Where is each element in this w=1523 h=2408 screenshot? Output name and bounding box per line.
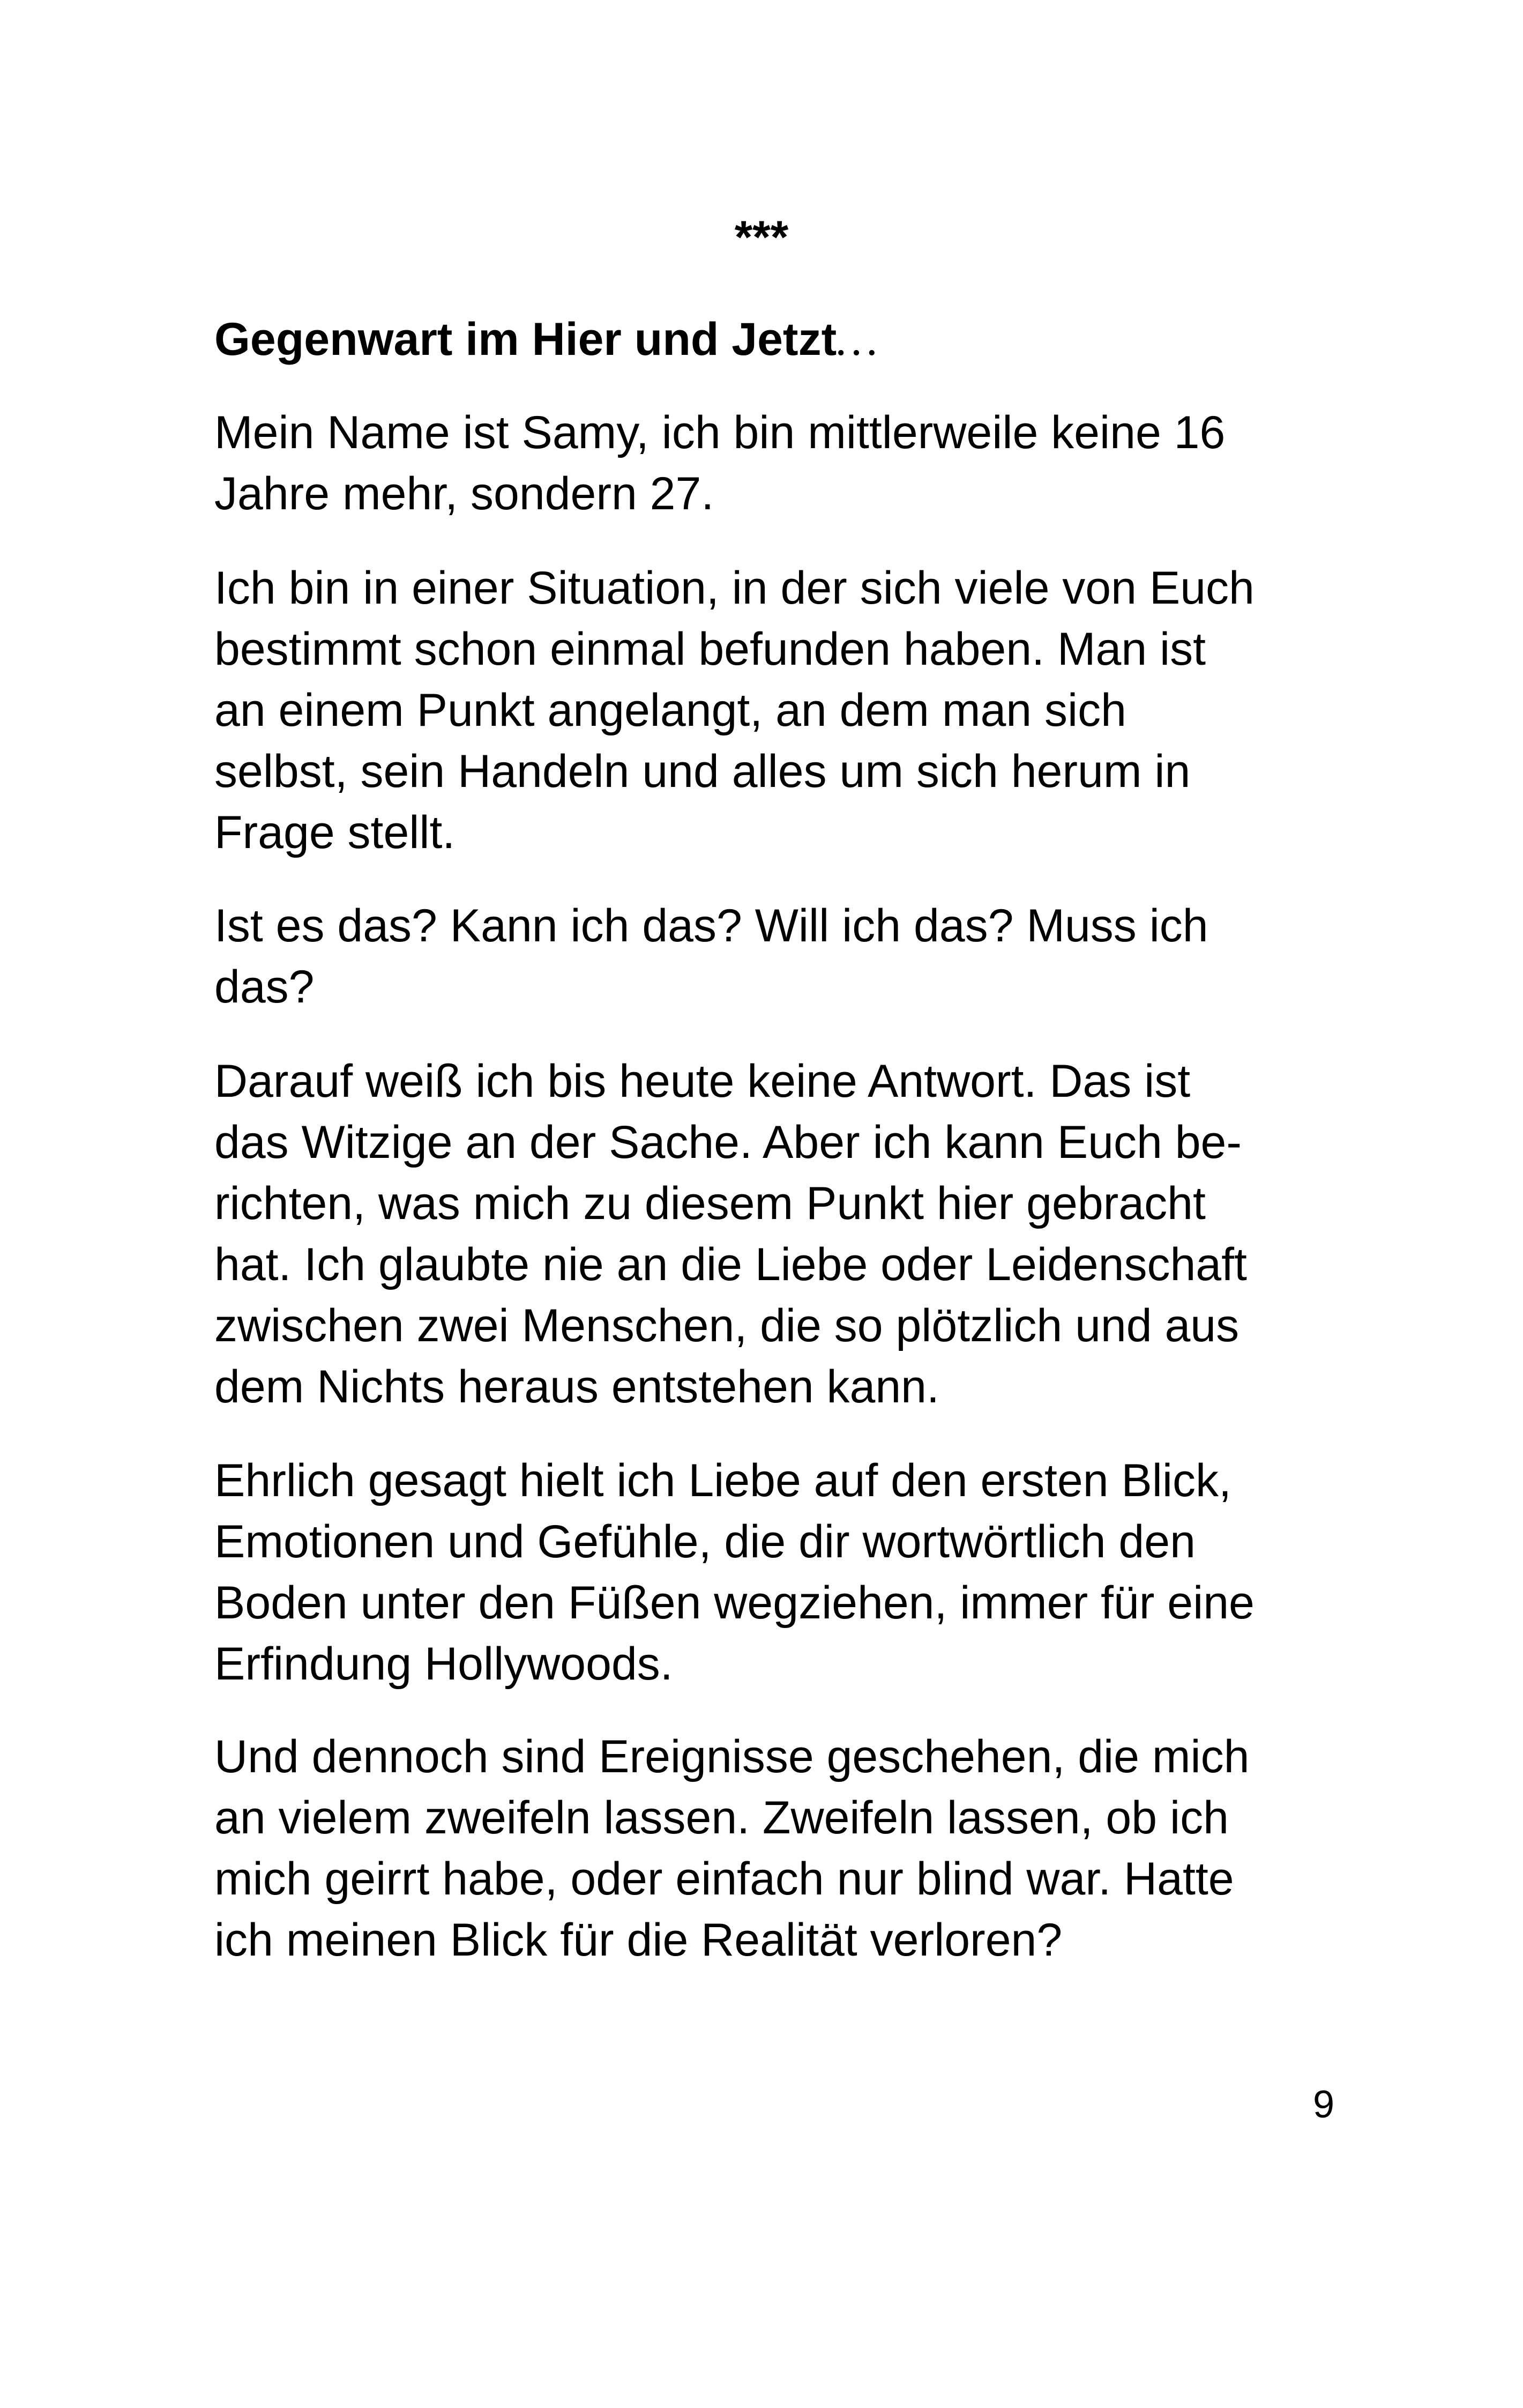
paragraph-line: Mein Name ist Samy, ich bin mittlerweile keine 16: [214, 407, 1226, 458]
paragraph-6: [214, 1726, 1249, 1971]
paragraph-line: Und dennoch sind Ereignisse geschehen, die mich: [214, 1731, 1250, 1782]
paragraph-line: das?: [214, 961, 315, 1013]
page-number: 9: [1312, 2083, 1334, 2126]
paragraph-line: richten, was mich zu diesem Punkt hier gebracht: [214, 1178, 1206, 1229]
paragraph-line: Boden unter den Füßen wegziehen, immer für eine: [214, 1577, 1255, 1629]
paragraph-line: mich geirrt habe, oder einfach nur blind war. Hatte: [214, 1853, 1234, 1905]
paragraph-line: Darauf weiß ich bis heute keine Antwort. Das ist: [214, 1056, 1191, 1107]
paragraph-5: [214, 1450, 1255, 1694]
paragraph-4: [214, 1051, 1247, 1417]
paragraph-line: Ist es das? Kann ich das? Will ich das? Muss ich: [214, 900, 1208, 952]
chapter-heading-ellipsis: …: [837, 314, 878, 365]
paragraph-line: ich meinen Blick für die Realität verloren?: [214, 1914, 1063, 1966]
paragraph-2: [214, 558, 1255, 863]
paragraph-line: selbst, sein Handeln und alles um sich herum in: [214, 746, 1191, 797]
paragraph-1: [214, 402, 1225, 524]
paragraph-line: Ehrlich gesagt hielt ich Liebe auf den ersten Blick,: [214, 1455, 1231, 1506]
section-separator: ***: [734, 212, 789, 263]
paragraph-line: Ich bin in einer Situation, in der sich viele von Euch: [214, 562, 1255, 614]
paragraph-line: an einem Punkt angelangt, an dem man sich: [214, 685, 1126, 736]
paragraph-line: hat. Ich glaubte nie an die Liebe oder Leidenschaft: [214, 1239, 1247, 1290]
paragraph-line: Frage stellt.: [214, 807, 456, 858]
chapter-heading: [214, 314, 878, 365]
chapter-heading-title: Gegenwart im Hier und Jetzt: [214, 314, 837, 365]
paragraph-line: bestimmt schon einmal befunden haben. Man ist: [214, 623, 1206, 675]
paragraph-line: das Witzige an der Sache. Aber ich kann Euch be-: [214, 1117, 1242, 1168]
paragraph-line: zwischen zwei Menschen, die so plötzlich und aus: [214, 1300, 1240, 1351]
paragraph-3: [214, 895, 1208, 1017]
paragraph-line: an vielem zweifeln lassen. Zweifeln lassen, ob ich: [214, 1792, 1229, 1844]
paragraph-line: Jahre mehr, sondern 27.: [214, 468, 714, 519]
paragraph-line: Emotionen und Gefühle, die dir wortwörtlich den: [214, 1516, 1196, 1567]
paragraph-line: dem Nichts heraus entstehen kann.: [214, 1361, 939, 1413]
paragraph-line: Erfindung Hollywoods.: [214, 1638, 673, 1690]
